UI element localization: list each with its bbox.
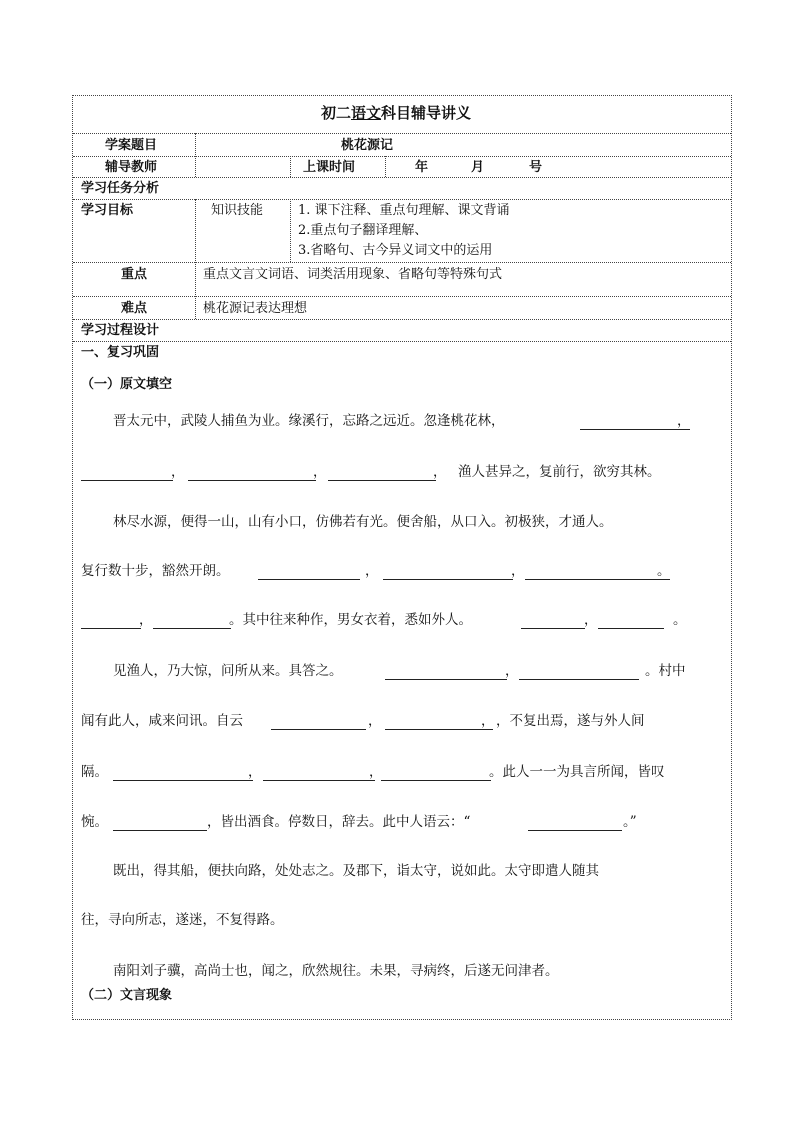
- punctuation: 。”: [623, 814, 637, 830]
- passage-line: 。其中往来种作，男女衣着，悉如外人。: [229, 612, 472, 628]
- fill-blank[interactable]: [528, 830, 622, 831]
- punctuation: ，: [171, 464, 185, 480]
- passage-line: 。此人一一为具言所闻，皆叹: [489, 764, 665, 780]
- punctuation: ，: [369, 764, 383, 780]
- goal-label: 学习目标: [81, 203, 134, 218]
- review-heading: 一、复习巩固: [81, 345, 160, 360]
- fill-blank[interactable]: [188, 480, 316, 481]
- difficulty-value: 桃花源记表达理想: [203, 301, 308, 316]
- punctuation: ，: [481, 713, 495, 729]
- passage-line: 南阳刘子骥，高尚士也，闻之，欣然规往。未果，寻病终，后遂无问津者。: [113, 963, 559, 979]
- classical-phenomena-heading: （二）文言现象: [81, 988, 173, 1003]
- punctuation: ，: [677, 413, 691, 429]
- goal-item: 3.省略句、古今异义词文中的运用: [298, 243, 493, 258]
- punctuation: ，: [248, 764, 262, 780]
- column-divider: [195, 133, 196, 177]
- passage-line: 晋太元中，武陵人捕鱼为业。缘溪行，忘路之远近。忽逢桃花林，: [113, 413, 505, 429]
- passage-line: 林尽水源，便得一山，山有小口，仿佛若有光。便舍船，从口入。初极狭，才通人。: [113, 514, 613, 530]
- row-divider: [73, 319, 731, 320]
- row-divider: [73, 262, 731, 263]
- fill-blank[interactable]: [580, 429, 690, 430]
- passage-line: 既出，得其船，便扶向路，处处志之。及郡下，诣太守，说如此。太守即遣人随其: [113, 863, 599, 879]
- fill-blank[interactable]: [81, 480, 173, 481]
- passage-line: 渔人甚异之，复前行，欲穷其林。: [458, 464, 661, 480]
- fill-blank[interactable]: [263, 780, 375, 781]
- passage-line: 隔。: [81, 764, 108, 780]
- fill-blank[interactable]: [81, 628, 141, 629]
- punctuation: ，: [139, 612, 153, 628]
- row-divider: [73, 341, 731, 342]
- punctuation: ，: [368, 713, 382, 729]
- year-label: 年: [415, 160, 429, 175]
- punctuation: ，: [511, 563, 525, 579]
- punctuation: ，: [584, 612, 598, 628]
- fill-blank[interactable]: [525, 579, 670, 580]
- column-divider: [290, 156, 291, 177]
- passage-line: ，皆出酒食。停数日，辞去。此中人语云：“: [207, 814, 471, 830]
- key-point-label: 重点: [121, 267, 148, 282]
- passage-line: 。村中: [645, 663, 686, 679]
- punctuation: ，: [433, 464, 447, 480]
- time-label: 上课时间: [303, 160, 356, 175]
- key-point-value: 重点文言文词语、词类活用现象、省略句等特殊句式: [203, 267, 503, 282]
- process-heading: 学习过程设计: [81, 323, 160, 338]
- passage-line: 惋。: [81, 814, 108, 830]
- fill-blank[interactable]: [328, 480, 436, 481]
- fill-blank[interactable]: [271, 729, 366, 730]
- row-divider: [73, 199, 731, 200]
- goal-item: 2.重点句子翻译理解、: [298, 223, 428, 238]
- fill-blank[interactable]: [521, 628, 585, 629]
- goal-type: 知识技能: [211, 203, 264, 218]
- goal-item: 1. 课下注释、重点句理解、课文背诵: [298, 203, 510, 218]
- fill-blank[interactable]: [113, 830, 207, 831]
- fill-blank[interactable]: [598, 628, 664, 629]
- document-title: 初二语文科目辅导讲义: [321, 104, 472, 122]
- punctuation: 。: [673, 612, 687, 628]
- row-divider: [73, 133, 731, 134]
- punctuation: 。: [657, 563, 671, 579]
- column-divider: [195, 199, 196, 319]
- punctuation: ，: [505, 663, 519, 679]
- fill-blank[interactable]: [381, 780, 491, 781]
- punctuation: ，: [365, 563, 379, 579]
- fill-blank[interactable]: [258, 579, 360, 580]
- fill-blank[interactable]: [519, 679, 639, 680]
- topic-label: 学案题目: [105, 138, 158, 153]
- fill-blank[interactable]: [153, 628, 231, 629]
- month-label: 月: [471, 160, 485, 175]
- fill-blank-heading: （一）原文填空: [81, 377, 173, 392]
- row-divider: [73, 156, 731, 157]
- handout-sheet: [72, 95, 732, 1020]
- topic-value: 桃花源记: [341, 138, 394, 153]
- passage-line: 闻有此人，咸来问讯。自云: [81, 713, 243, 729]
- fill-blank[interactable]: [385, 679, 507, 680]
- column-divider: [290, 199, 291, 262]
- column-divider: [385, 156, 386, 177]
- day-label: 号: [529, 160, 543, 175]
- teacher-label: 辅导教师: [105, 160, 158, 175]
- passage-line: 复行数十步，豁然开朗。: [81, 563, 230, 579]
- passage-line: 见渔人，乃大惊，问所从来。具答之。: [113, 663, 343, 679]
- fill-blank[interactable]: [383, 579, 513, 580]
- passage-line: 往，寻向所志，遂迷，不复得路。: [81, 912, 284, 928]
- passage-line: ，不复出焉，遂与外人间: [496, 713, 645, 729]
- task-analysis-heading: 学习任务分析: [81, 181, 160, 196]
- row-divider: [73, 177, 731, 178]
- fill-blank[interactable]: [385, 729, 493, 730]
- fill-blank[interactable]: [113, 780, 253, 781]
- difficulty-label: 难点: [121, 301, 148, 316]
- row-divider: [73, 296, 731, 297]
- punctuation: ，: [313, 464, 327, 480]
